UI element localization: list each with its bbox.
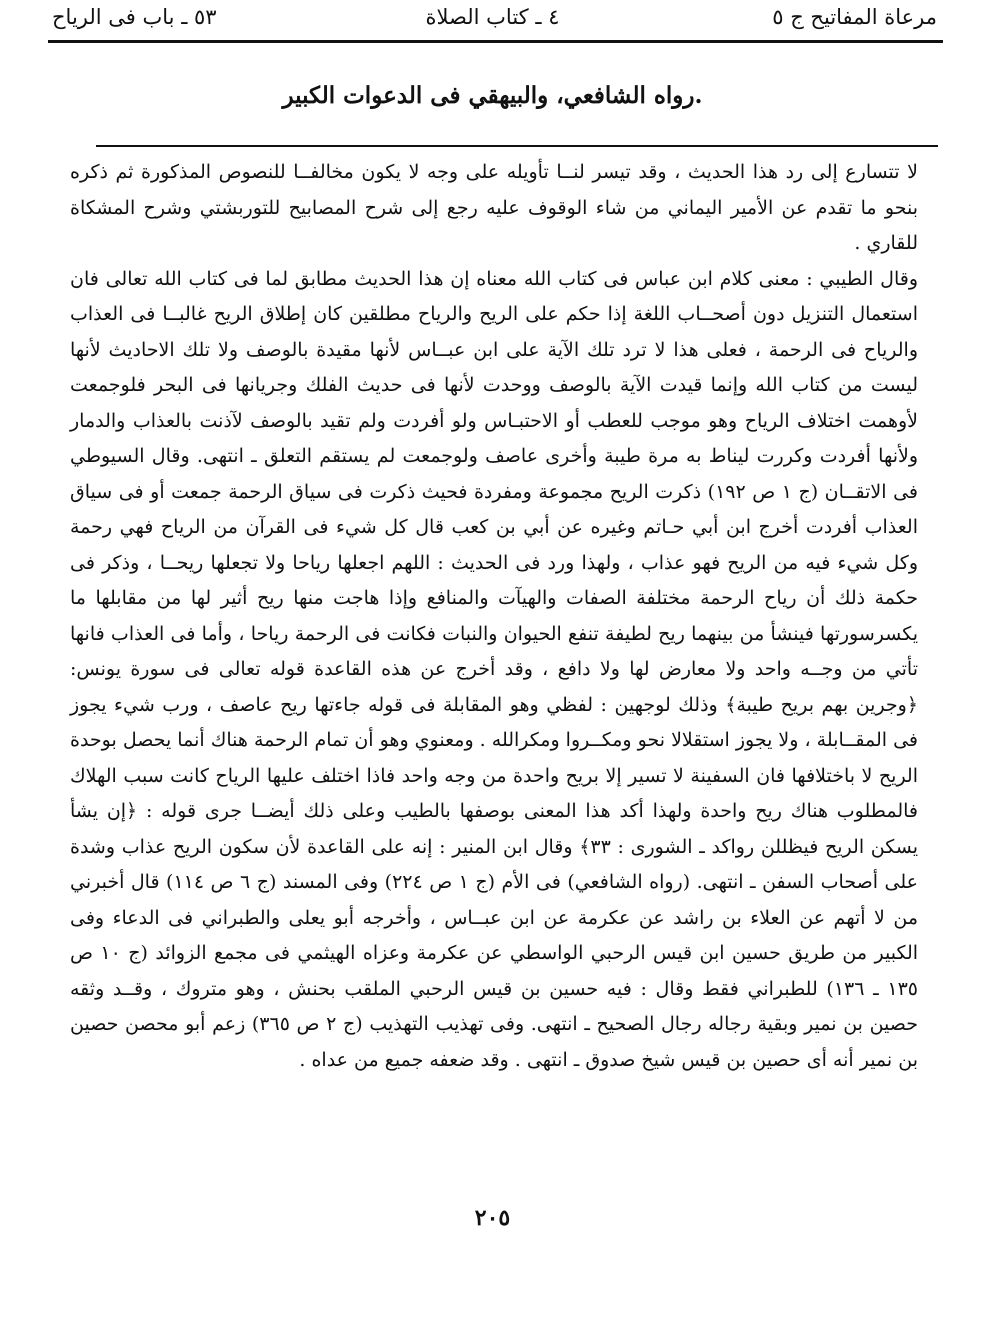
- paragraph: وقال الطيبي : معنى كلام ابن عباس فى كتاب الله معناه إن هذا الحديث مطابق لما فى كتاب الله تعالى فان استعمال التنزيل دون أصحــاب اللغة إذا حكم على الريح والرياح مطلقين كان إطلاق الريح غالبــا فى العذاب والرياح فى الرحمة ، فعلى هذا لا ترد تلك الآية على ابن عبــاس لأنها مقيدة بالوصف ولا تلك الاحاديث لأنها ليست من كتاب الله وإنما قيدت الآية بالوصف ووحدت لأنها فى حديث الفلك وجريانها فى البحر فلوجمعت لأوهمت اختلاف الرياح وهو موجب للعطب أو الاحتبـاس ولو أفردت ولم تقيد بالوصف لآذنت بالعذاب والدمار ولأنها أفردت وكررت ليناط به مرة طيبة وأخرى عاصف ولوجمعت لم يستقم التعلق ـ انتهى. وقال السيوطي فى الاتقــان (ج ١ ص ١٩٢) ذكرت الريح مجموعة ومفردة فحيث ذكرت فى سياق الرحمة جمعت أو فى سياق العذاب أفردت أخرج ابن أبي حـاتم وغيره عن أبي بن كعب قال كل شيء فى القرآن من الرياح فهي رحمة وكل شيء فيه من الريح فهو عذاب ، ولهذا ورد فى الحديث : اللهم اجعلها رياحا ولا تجعلها ريحــا ، وذكر فى حكمة ذلك أن رياح الرحمة مختلفة الصفات والهيآت والمنافع وإذا هاجت منها ريح أثير لها من مقابلها ما يكسرسورتها فينشأ من بينهما ريح لطيفة تنفع الحيوان والنبات فكانت فى الرحمة رياحا ، وأما فى العذاب فانها تأتي من وجــه واحد ولا معارض لها ولا دافع ، وقد أخرج عن هذه القاعدة قوله تعالى فى سورة يونس: ﴿وجرين بهم بريح طيبة﴾ وذلك لوجهين : لفظي وهو المقابلة فى قوله جاءتها ريح عاصف ، ورب شيء يجوز فى المقــابلة ، ولا يجوز استقلالا نحو ومكــروا ومكرالله . ومعنوي وهو أن تمام الرحمة هناك أنما يحصل بوحدة الريح لا باختلافها فان السفينة لا تسير إلا بريح واحدة من وجه واحد فاذا اختلف عليها الرياح كانت سبب الهلاك فالمطلوب هناك ريح واحدة ولهذا أكد هذا المعنى بوصفها بالطيب وعلى ذلك أيضــا جرى قوله : ﴿إن يشأ يسكن الريح فيظللن رواكد ـ الشورى : ٣٣﴾ وقال ابن المنير : إنه على القاعدة لأن سكون الريح عذاب وشدة على أصحاب السفن ـ انتهى. (رواه الشافعي) فى الأم (ج ١ ص ٢٢٤) وفى المسند (ج ٦ ص ١١٤) قال أخبرني من لا أتهم عن العلاء بن راشد عن عكرمة عن ابن عبــاس ، وأخرجه أبو يعلى والطبراني فى الدعاء وفى الكبير من طريق حسين ابن قيس الرحبي الواسطي عن عكرمة وعزاه الهيثمي فى مجمع الزوائد (ج ١٠ ص ١٣٥ ـ ١٣٦) للطبراني فقط وقال : فيه حسين بن قيس الرحبي الملقب بحنش ، وهو متروك ، وقــد وثقه حصين بن نمير وبقية رجاله رجال الصحيح ـ انتهى. وفى تهذيب التهذيب (ج ٢ ص ٣٦٥) زعم أبو محصن حصين بن نمير أنه أى حصين بن قيس شيخ صدوق ـ انتهى . وقد ضعفه جميع من عداه .: [70, 267, 919, 1071]
- header-book-title: مرعاة المفاتيح ج ٥: [772, 5, 937, 29]
- commentary-body: [70, 155, 918, 1078]
- title-rule: [96, 145, 938, 147]
- paragraph: لا تتسارع إلى رد هذا الحديث ، وقد تيسر لنــا تأويله على وجه لا يكون مخالفــا للنصوص المذكورة ثم ذكره بنحو ما تقدم عن الأمير اليماني من شاء الوقوف عليه رجع إلى شرح المصابيح للتوربشتي وشرح المشكاة للقاري .: [70, 161, 918, 254]
- header-bab: ٥٣ ـ باب فى الرياح: [52, 5, 217, 29]
- page-number: ٢٠٥: [474, 1205, 511, 1231]
- section-title: رواه الشافعي، والبيهقي فى الدعوات الكبير.: [282, 82, 703, 109]
- header-kitab: ٤ ـ كتاب الصلاة: [425, 5, 560, 29]
- header-rule: [48, 40, 943, 43]
